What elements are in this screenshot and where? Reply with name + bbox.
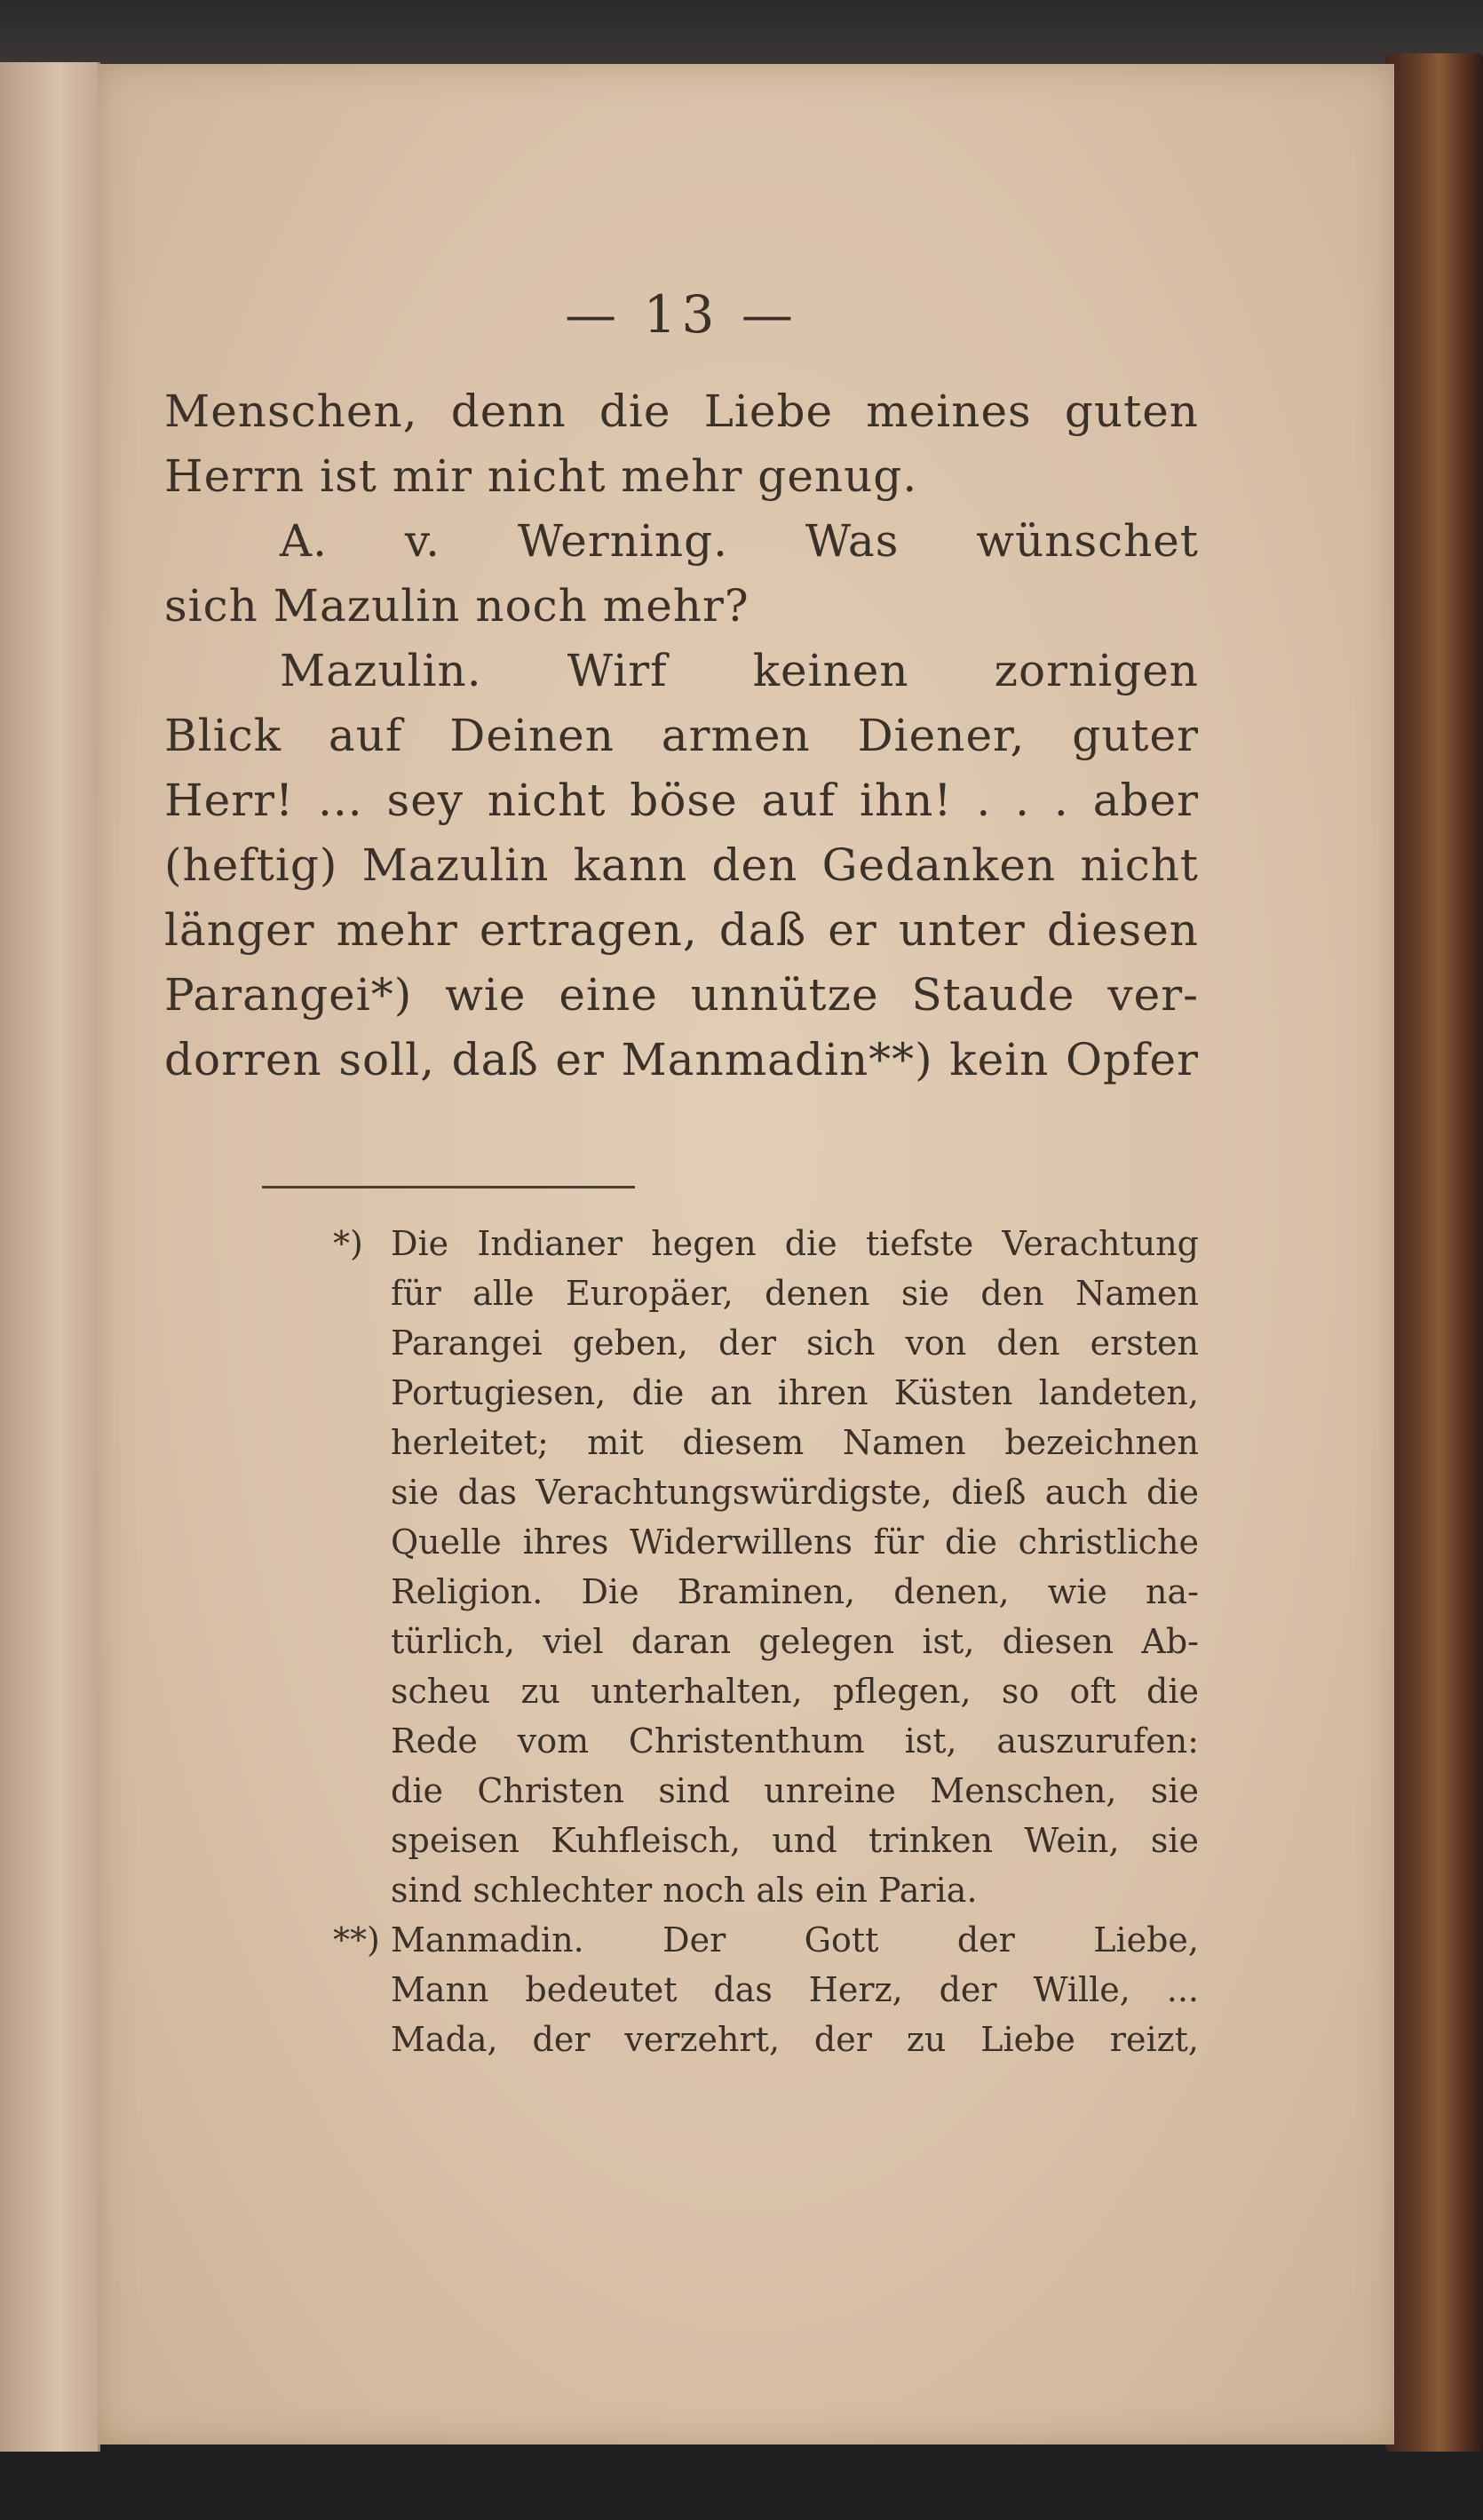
body-line: Blick auf Deinen armen Diener, guter: [164, 710, 1199, 761]
body-line: dorren soll, daß er Manmadin**) kein Opfer: [164, 1034, 1199, 1085]
footnote-line: scheu zu unterhalten, pflegen, so oft die: [391, 1672, 1199, 1711]
footnote-marker: *): [333, 1224, 363, 1263]
body-line: Mazulin. Wirf keinen zornigen: [280, 645, 1199, 696]
footnote-line: Quelle ihres Widerwillens für die christliche: [391, 1522, 1199, 1562]
footnote-text: Die Indianer hegen die tiefste Verachtung: [391, 1224, 1199, 1263]
body-line: sich Mazulin noch mehr?: [164, 580, 749, 632]
footnote-line: Mada, der verzehrt, der zu Liebe reizt,: [391, 2020, 1199, 2059]
footnote-line: sind schlechter noch als ein Paria.: [391, 1871, 978, 1910]
book-cover-edge: [1385, 53, 1483, 2452]
body-text: [164, 380, 1199, 1093]
footnote-line: Portugiesen, die an ihren Küsten landeten,: [391, 1373, 1199, 1412]
footnote-line: türlich, viel daran gelegen ist, diesen Ab-: [391, 1622, 1199, 1661]
footnote-text: Manmadin. Der Gott der Liebe,: [391, 1920, 1199, 1960]
body-line: A. v. Werning. Was wünschet: [280, 515, 1199, 567]
footnote-line: für alle Europäer, denen sie den Namen: [391, 1274, 1199, 1313]
body-line: (heftig) Mazulin kann den Gedanken nicht: [164, 839, 1199, 891]
body-line: Herrn ist mir nicht mehr genug.: [164, 450, 918, 502]
footnote-marker: **): [333, 1920, 380, 1960]
footnote-line: Religion. Die Braminen, denen, wie na-: [391, 1572, 1199, 1611]
body-line: länger mehr ertragen, daß er unter diesen: [164, 904, 1199, 956]
body-line: Parangei*) wie eine unnütze Staude ver-: [164, 969, 1199, 1021]
facing-page-edge: [0, 62, 100, 2452]
footnote-line: die Christen sind unreine Menschen, sie: [391, 1771, 1199, 1810]
footnote-line: Mann bedeutet das Herz, der Wille, ...: [391, 1970, 1199, 2009]
page-content: [164, 284, 1199, 2064]
body-line: Herr! ... sey nicht böse auf ihn! . . . aber: [164, 775, 1199, 826]
footnote-line: speisen Kuhfleisch, und trinken Wein, sie: [391, 1821, 1199, 1860]
background-top: [0, 0, 1483, 64]
body-line: Menschen, denn die Liebe meines guten: [164, 386, 1199, 437]
footnote-separator: [262, 1186, 635, 1188]
footnote-line: Rede vom Christenthum ist, auszurufen:: [391, 1721, 1199, 1761]
footnote-line: [333, 1915, 1199, 1965]
footnote-line: sie das Verachtungswürdigste, dieß auch die: [391, 1473, 1199, 1512]
page-number: — 13 —: [565, 284, 798, 345]
footnotes: [333, 1219, 1199, 2064]
footnote-line: [333, 1219, 1199, 1268]
footnote-line: Parangei geben, der sich von den ersten: [391, 1324, 1199, 1363]
footnote-line: herleitet; mit diesem Namen bezeichnen: [391, 1423, 1199, 1462]
